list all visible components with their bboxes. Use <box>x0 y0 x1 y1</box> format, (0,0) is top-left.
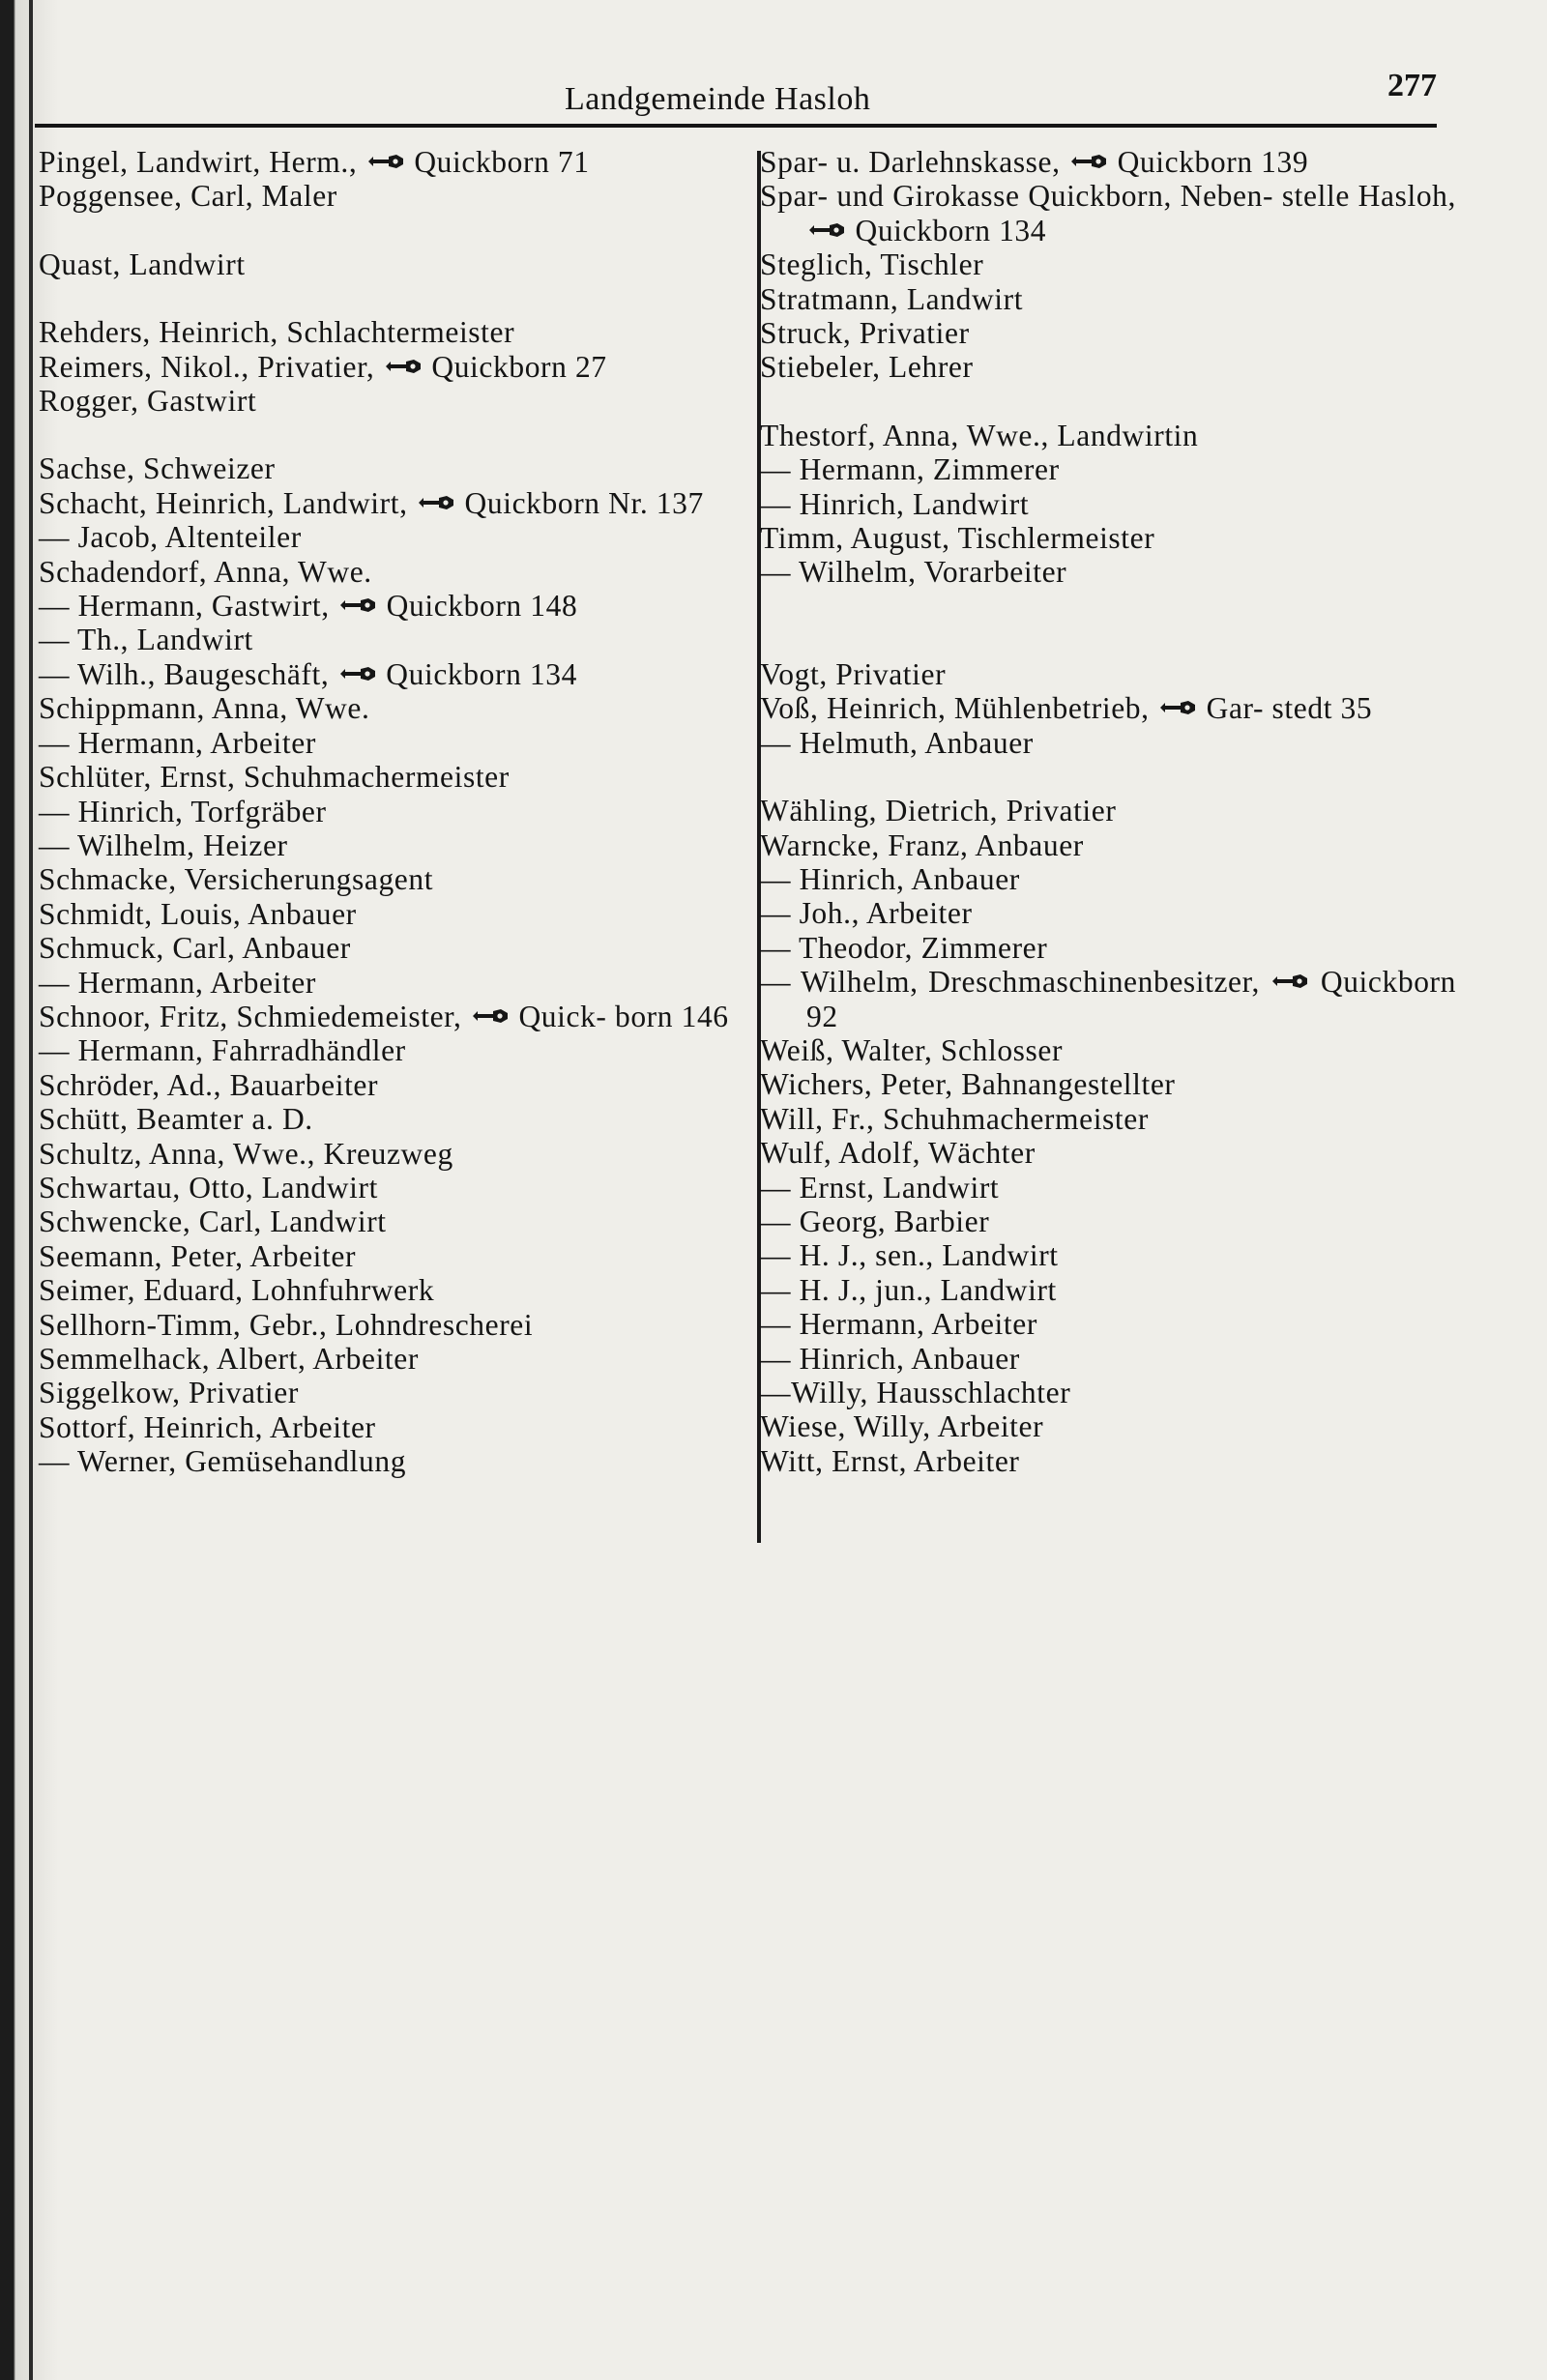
directory-entry <box>39 1273 744 1307</box>
section-gap <box>760 624 1456 657</box>
directory-entry <box>39 555 744 589</box>
entry-text: Semmelhack, Albert, Arbeiter <box>39 1342 419 1376</box>
directory-entry <box>39 726 744 760</box>
entry-text: — Helmuth, Anbauer <box>760 725 1034 760</box>
directory-entry <box>760 419 1456 452</box>
entry-text: — Hinrich, Torfgräber <box>39 794 327 828</box>
phone-number: Quickborn 92 <box>806 965 1456 1033</box>
directory-entry <box>760 1033 1456 1067</box>
phone-number: Quickborn 134 <box>855 213 1047 247</box>
entry-text: — Th., Landwirt <box>39 623 253 657</box>
directory-entry <box>39 931 744 965</box>
directory-entry <box>760 794 1456 827</box>
section-gap <box>760 760 1456 794</box>
entry-text: Sellhorn-Timm, Gebr., Lohndrescherei <box>39 1307 534 1342</box>
entry-text: Schlüter, Ernst, Schuhmachermeister <box>39 760 510 795</box>
directory-entry <box>760 282 1456 316</box>
section-gap <box>39 418 744 451</box>
telephone-hand-icon <box>339 596 376 614</box>
page-number: 277 <box>1387 68 1437 103</box>
right-column <box>760 145 1456 1478</box>
section-gap <box>39 281 744 315</box>
entry-text: — Hinrich, Anbauer <box>760 861 1020 896</box>
directory-entry <box>39 657 744 691</box>
entry-text: Schwencke, Carl, Landwirt <box>39 1205 387 1239</box>
entry-text: Quast, Landwirt <box>39 247 246 281</box>
directory-entry <box>39 862 744 896</box>
entry-text: — Joh., Arbeiter <box>760 896 973 931</box>
entry-text: Schultz, Anna, Wwe., Kreuzweg <box>39 1136 453 1171</box>
entry-text: — Theodor, Zimmerer <box>760 930 1048 965</box>
directory-entry <box>39 691 744 725</box>
entry-text: Stiebeler, Lehrer <box>760 350 974 385</box>
entry-text: Schnoor, Fritz, Schmiedemeister, <box>39 999 462 1033</box>
directory-entry <box>39 795 744 828</box>
directory-entry <box>760 316 1456 350</box>
directory-entry <box>39 1239 744 1273</box>
directory-entry <box>760 555 1456 589</box>
entry-text: — H. J., jun., Landwirt <box>760 1272 1057 1307</box>
section-gap <box>760 590 1456 624</box>
entry-text: — Jacob, Altenteiler <box>39 520 302 555</box>
entry-text: Wähling, Dietrich, Privatier <box>760 794 1117 828</box>
entry-text: Sachse, Schweizer <box>39 451 276 486</box>
directory-entry <box>760 1067 1456 1101</box>
telephone-hand-icon <box>472 1007 509 1025</box>
directory-entry <box>39 1171 744 1205</box>
directory-entry <box>760 452 1456 486</box>
entry-text: — Wilhelm, Heizer <box>39 827 288 862</box>
directory-entry <box>39 1308 744 1342</box>
entry-text: — Hermann, Gastwirt, <box>39 589 330 624</box>
entry-text: Schmacke, Versicherungsagent <box>39 862 434 897</box>
directory-entry <box>760 487 1456 521</box>
entry-text: Warncke, Franz, Anbauer <box>760 827 1084 862</box>
left-column <box>39 145 744 1479</box>
directory-entry <box>760 521 1456 555</box>
entry-text: Voß, Heinrich, Mühlenbetrieb, <box>760 691 1150 726</box>
directory-entry <box>760 896 1456 930</box>
directory-entry <box>760 1102 1456 1136</box>
entry-text: Steglich, Tischler <box>760 247 984 282</box>
directory-entry <box>39 451 744 485</box>
directory-entry <box>39 828 744 862</box>
directory-entry <box>760 1376 1456 1409</box>
directory-entry <box>760 828 1456 862</box>
directory-entry <box>760 350 1456 384</box>
directory-entry <box>760 1342 1456 1376</box>
entry-text: Vogt, Privatier <box>760 656 947 691</box>
directory-entry <box>760 691 1456 725</box>
entry-text: Struck, Privatier <box>760 316 970 351</box>
entry-text: Schröder, Ad., Bauarbeiter <box>39 1067 379 1102</box>
directory-entry <box>760 1238 1456 1272</box>
entry-text: — Hinrich, Anbauer <box>760 1341 1020 1376</box>
directory-entry <box>39 897 744 931</box>
phone-number: Quickborn 27 <box>431 349 607 384</box>
entry-text: Wichers, Peter, Bahnangestellter <box>760 1067 1176 1102</box>
directory-entry <box>760 1136 1456 1170</box>
entry-text: — Ernst, Landwirt <box>760 1170 1000 1205</box>
entry-text: — Hinrich, Landwirt <box>760 486 1030 521</box>
entry-text: — Hermann, Arbeiter <box>39 965 316 1000</box>
telephone-hand-icon <box>1159 699 1196 716</box>
entry-text: Wiese, Willy, Arbeiter <box>760 1409 1044 1444</box>
directory-entry <box>39 1444 744 1478</box>
telephone-hand-icon <box>385 358 422 375</box>
entry-text: Schmuck, Carl, Anbauer <box>39 931 351 966</box>
directory-entry <box>39 247 744 281</box>
entry-text: Rehders, Heinrich, Schlachtermeister <box>39 315 515 350</box>
binding-edge <box>29 0 33 2380</box>
directory-entry <box>39 350 744 384</box>
entry-text: Schwartau, Otto, Landwirt <box>39 1170 378 1205</box>
entry-text: Schütt, Beamter a. D. <box>39 1102 313 1137</box>
entry-text: Spar- u. Darlehnskasse, <box>760 145 1061 179</box>
directory-entry <box>39 966 744 1000</box>
directory-entry <box>760 1307 1456 1341</box>
entry-text: Schmidt, Louis, Anbauer <box>39 896 357 931</box>
directory-entry <box>760 931 1456 965</box>
phone-number: Gar- stedt 35 <box>1206 691 1373 726</box>
entry-text: —Willy, Hausschlachter <box>760 1376 1071 1409</box>
entry-text: Sottorf, Heinrich, Arbeiter <box>39 1409 376 1444</box>
entry-text: Thestorf, Anna, Wwe., Landwirtin <box>760 418 1199 452</box>
directory-entry <box>39 1102 744 1136</box>
entry-text: — Werner, Gemüsehandlung <box>39 1444 407 1479</box>
directory-entry <box>39 1137 744 1171</box>
directory-entry <box>39 520 744 554</box>
directory-entry <box>760 1409 1456 1443</box>
entry-text: Rogger, Gastwirt <box>39 384 257 419</box>
phone-number: Quickborn 148 <box>386 589 578 624</box>
entry-text: Seemann, Peter, Arbeiter <box>39 1238 357 1273</box>
entry-text: — Wilhelm, Dreschmaschinenbesitzer, <box>760 965 1260 1000</box>
directory-entry <box>39 384 744 418</box>
directory-entry <box>760 145 1456 179</box>
directory-entry <box>39 1410 744 1444</box>
entry-text: — H. J., sen., Landwirt <box>760 1238 1059 1273</box>
entry-text: Wulf, Adolf, Wächter <box>760 1136 1036 1171</box>
phone-number: Quickborn Nr. 137 <box>464 485 704 520</box>
directory-entry <box>760 862 1456 896</box>
entry-text: Spar- und Girokasse Quickborn, Neben- stelle Hasloh, <box>760 179 1456 214</box>
telephone-hand-icon <box>808 221 845 239</box>
page-header <box>35 68 1437 126</box>
entry-text: — Hermann, Fahrradhändler <box>39 1033 406 1068</box>
telephone-hand-icon <box>339 665 376 682</box>
entry-text: Siggelkow, Privatier <box>39 1376 299 1410</box>
entry-text: Pingel, Landwirt, Herm., <box>39 145 358 179</box>
directory-entry <box>39 760 744 794</box>
entry-text: — Georg, Barbier <box>760 1204 990 1238</box>
entry-text: Stratmann, Landwirt <box>760 281 1024 316</box>
directory-entry <box>760 657 1456 691</box>
directory-entry <box>760 1273 1456 1307</box>
entry-text: Poggensee, Carl, Maler <box>39 179 337 214</box>
directory-entry <box>39 1205 744 1238</box>
entry-text: Schacht, Heinrich, Landwirt, <box>39 485 408 520</box>
directory-entry <box>39 1068 744 1102</box>
directory-entry <box>39 315 744 349</box>
directory-entry <box>760 179 1456 247</box>
directory-entry <box>39 1033 744 1067</box>
directory-entry <box>39 1342 744 1376</box>
directory-entry <box>760 965 1456 1033</box>
entry-text: Witt, Ernst, Arbeiter <box>760 1443 1020 1478</box>
entry-text: — Hermann, Arbeiter <box>39 725 316 760</box>
directory-entry <box>39 589 744 623</box>
entry-text: Will, Fr., Schuhmachermeister <box>760 1101 1149 1136</box>
directory-entry <box>760 1171 1456 1205</box>
directory-entry <box>39 145 744 179</box>
telephone-hand-icon <box>367 153 404 170</box>
entry-text: — Wilhelm, Vorarbeiter <box>760 555 1067 590</box>
entry-text: Schadendorf, Anna, Wwe. <box>39 554 372 589</box>
telephone-hand-icon <box>1070 153 1107 170</box>
entry-text: Weiß, Walter, Schlosser <box>760 1032 1064 1067</box>
phone-number: Quick- born 146 <box>518 999 729 1033</box>
telephone-hand-icon <box>418 494 454 511</box>
directory-entry <box>760 726 1456 760</box>
entry-text: — Hermann, Arbeiter <box>760 1307 1037 1342</box>
header-rule <box>35 124 1437 128</box>
entry-text: Schippmann, Anna, Wwe. <box>39 691 370 726</box>
phone-number: Quickborn 139 <box>1117 145 1309 179</box>
phone-number: Quickborn 134 <box>386 656 577 691</box>
entry-text: Timm, August, Tischlermeister <box>760 521 1155 556</box>
section-gap <box>760 385 1456 419</box>
entry-text: Seimer, Eduard, Lohnfuhrwerk <box>39 1273 435 1308</box>
section-gap <box>39 214 744 247</box>
directory-entry <box>760 1444 1456 1478</box>
entry-text: Reimers, Nikol., Privatier, <box>39 349 375 384</box>
directory-entry <box>39 623 744 656</box>
directory-entry <box>39 179 744 213</box>
phone-number: Quickborn 71 <box>414 145 590 179</box>
entry-text: — Hermann, Zimmerer <box>760 452 1060 487</box>
entry-text: — Wilh., Baugeschäft, <box>39 656 330 691</box>
page-title: Landgemeinde Hasloh <box>565 81 871 117</box>
directory-entry <box>760 1205 1456 1238</box>
directory-entry <box>39 1000 744 1033</box>
directory-entry <box>39 1376 744 1409</box>
directory-entry <box>39 486 744 520</box>
telephone-hand-icon <box>1271 972 1308 990</box>
directory-entry <box>760 247 1456 281</box>
